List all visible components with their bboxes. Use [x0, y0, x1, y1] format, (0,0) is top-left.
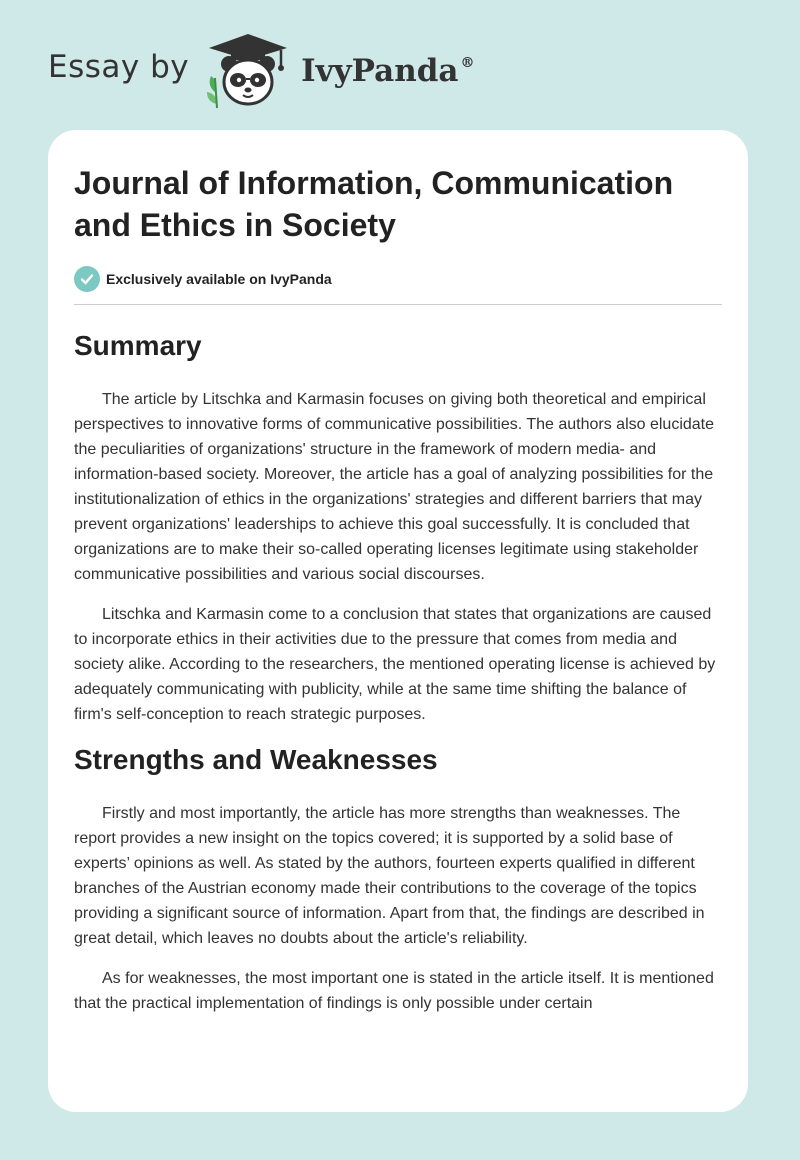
- essay-card: [48, 130, 748, 1112]
- exclusive-label: Exclusively available on IvyPanda: [106, 271, 332, 287]
- summary-paragraph-1: The article by Litschka and Karmasin focuses on giving both theoretical and empirical perspectives to innovative forms of communicative possibilities. The authors also elucidate the peculiarities of organizations' structure in the framework of modern media- and information-based society. Moreover, the article has a goal of analyzing possibilities for the institutionalization of ethics in the organizations' strategies and different barriers that may prevent organizations' leaderships to achieve this goal successfully. It is concluded that organizations are to make their so-called operating licenses legitimate using stakeholder communicative possibilities and various social discourses.: [74, 391, 715, 583]
- registered-mark: ®: [460, 55, 475, 71]
- summary-paragraph-2: Litschka and Karmasin come to a conclusion that states that organizations are caused to incorporate ethics in their activities due to the pressure that comes from media and society alike. According to the researchers, the mentioned operating license is achieved by adequately communicating with publicity, while at the same time shifting the balance of firm's self-conception to reach strategic purposes.: [74, 606, 716, 723]
- section-heading-summary: Summary: [74, 330, 202, 361]
- site-header: [48, 30, 475, 110]
- essay-by-label: Essay by: [48, 49, 190, 85]
- brand-name[interactable]: IvyPanda ®: [301, 53, 475, 89]
- title-divider: [74, 304, 722, 305]
- exclusive-badge: [74, 266, 722, 292]
- check-icon: [74, 266, 100, 292]
- essay-title: Journal of Information, Communication and Ethics in Society: [74, 165, 674, 243]
- strengths-paragraph-1: Firstly and most importantly, the article has more strengths than weaknesses. The report provides a new insight on the topics covered; it is supported by a solid base of experts’ opinions as well. As stated by the authors, fourteen experts qualified in different branches of the Austrian economy made their contributions to the coverage of the topics providing a significant source of information. Apart from that, the findings are described in great detail, which leaves no doubts about the article's reliability.: [74, 805, 705, 947]
- panda-logo-icon[interactable]: [203, 30, 293, 110]
- section-heading-strengths: Strengths and Weaknesses: [74, 744, 438, 775]
- strengths-paragraph-2: As for weaknesses, the most important one is stated in the article itself. It is mentioned that the practical implementation of findings is only possible under certain: [74, 970, 714, 1012]
